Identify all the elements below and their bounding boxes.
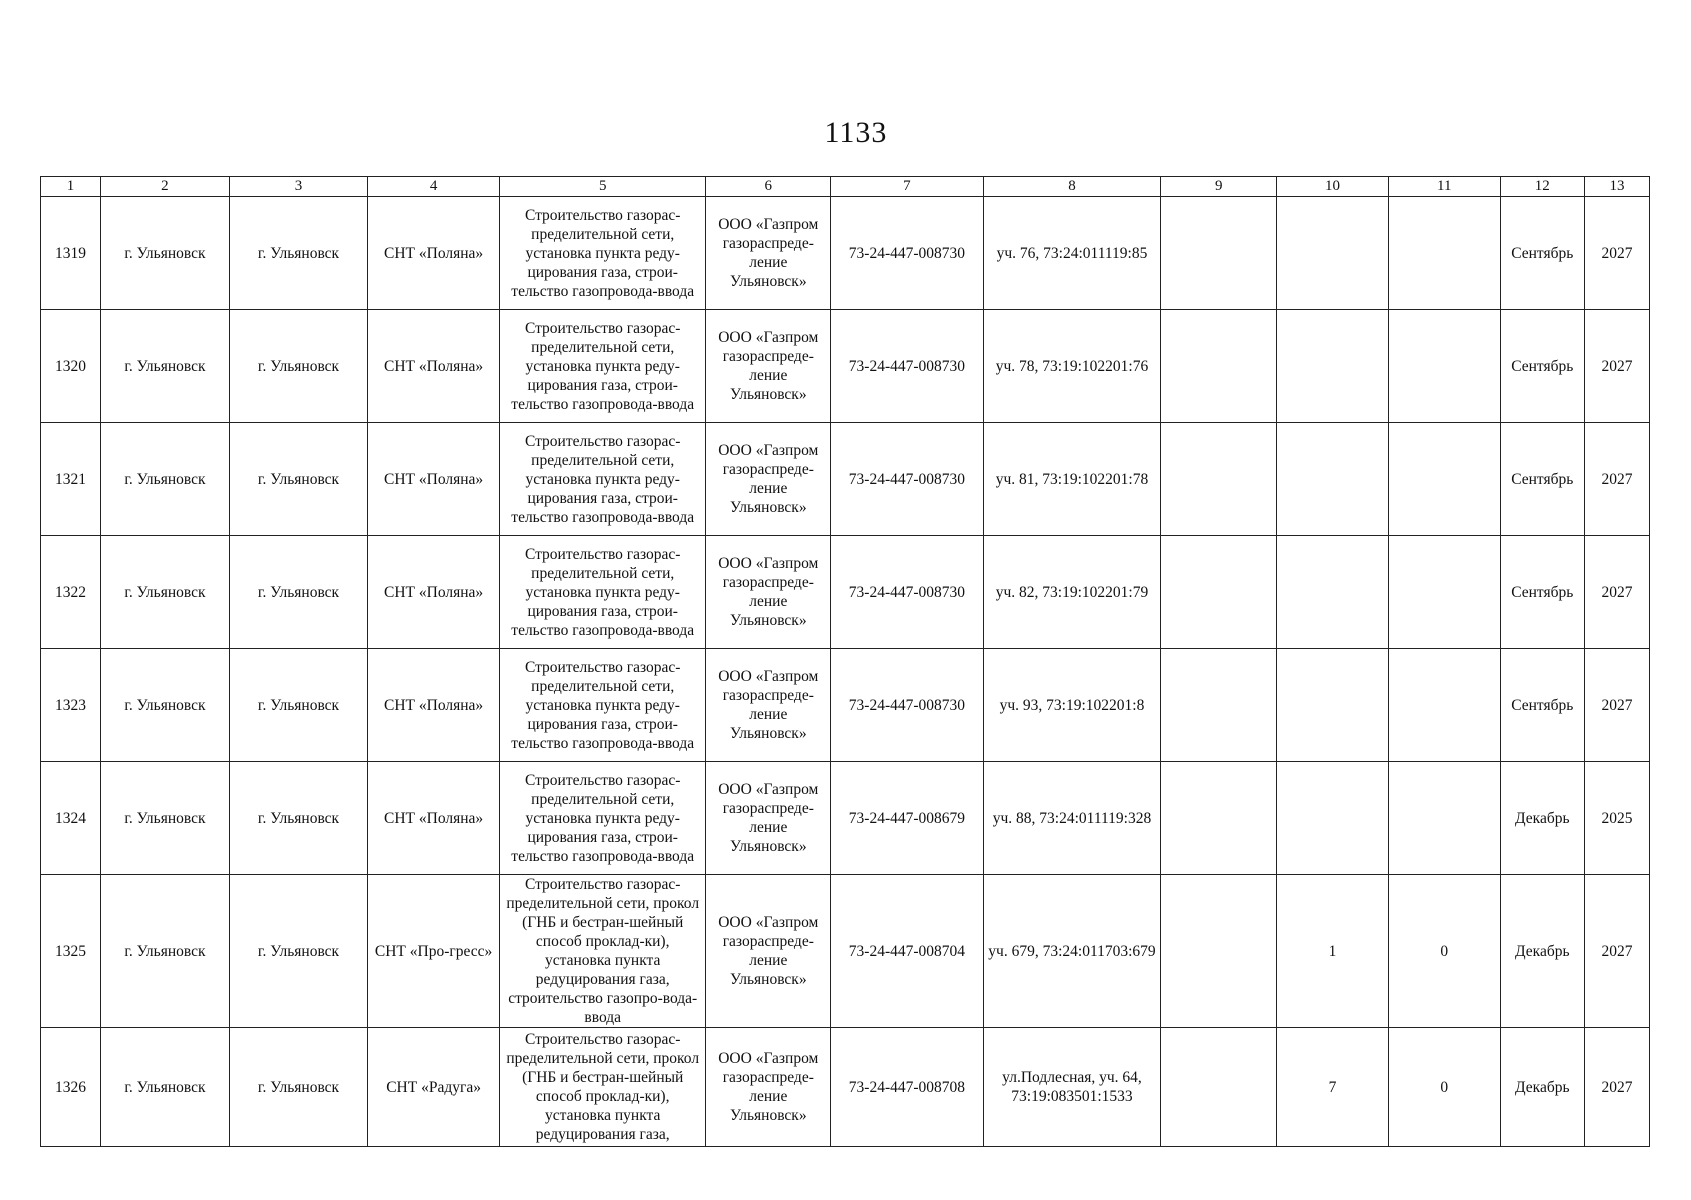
cell-col-9	[1161, 649, 1277, 762]
cell-month: Декабрь	[1500, 875, 1584, 1028]
cell-month: Сентябрь	[1500, 536, 1584, 649]
cell-col-10: 1	[1277, 875, 1389, 1028]
cell-plot-cadastral: уч. 81, 73:19:102201:78	[983, 423, 1161, 536]
cell-year: 2027	[1584, 423, 1649, 536]
cell-registry-number: 73-24-447-008730	[831, 310, 983, 423]
cell-snt-name: СНТ «Про-гресс»	[368, 875, 500, 1028]
data-table	[40, 176, 1650, 1147]
cell-row-number: 1320	[41, 310, 101, 423]
header-cell: 10	[1277, 177, 1389, 197]
cell-plot-cadastral: уч. 93, 73:19:102201:8	[983, 649, 1161, 762]
cell-col-11	[1388, 310, 1500, 423]
cell-plot-cadastral: ул.Подлесная, уч. 64, 73:19:083501:1533	[983, 1028, 1161, 1147]
cell-month: Сентябрь	[1500, 423, 1584, 536]
cell-year: 2027	[1584, 649, 1649, 762]
cell-organization: ООО «Газпром газораспреде-ление Ульяновск»	[706, 649, 831, 762]
cell-work-description: Строительство газорас-пределительной сети, установка пункта реду-цирования газа, строи-тельство газопровода-ввода	[500, 197, 706, 310]
cell-col-11	[1388, 197, 1500, 310]
cell-registry-number: 73-24-447-008704	[831, 875, 983, 1028]
header-cell: 13	[1584, 177, 1649, 197]
table-row	[41, 197, 1650, 310]
header-cell: 6	[706, 177, 831, 197]
header-cell: 5	[500, 177, 706, 197]
cell-organization: ООО «Газпром газораспреде-ление Ульяновск»	[706, 423, 831, 536]
cell-col-9	[1161, 310, 1277, 423]
cell-row-number: 1321	[41, 423, 101, 536]
cell-row-number: 1326	[41, 1028, 101, 1147]
cell-year: 2025	[1584, 762, 1649, 875]
cell-year: 2027	[1584, 1028, 1649, 1147]
cell-col-9	[1161, 875, 1277, 1028]
cell-col-11	[1388, 536, 1500, 649]
cell-col-9	[1161, 197, 1277, 310]
cell-col-9	[1161, 536, 1277, 649]
header-cell: 7	[831, 177, 983, 197]
cell-col-9	[1161, 1028, 1277, 1147]
cell-col-10	[1277, 536, 1389, 649]
cell-settlement: г. Ульяновск	[229, 1028, 367, 1147]
cell-row-number: 1325	[41, 875, 101, 1028]
cell-plot-cadastral: уч. 76, 73:24:011119:85	[983, 197, 1161, 310]
cell-plot-cadastral: уч. 78, 73:19:102201:76	[983, 310, 1161, 423]
cell-municipality: г. Ульяновск	[100, 762, 229, 875]
header-cell: 9	[1161, 177, 1277, 197]
cell-organization: ООО «Газпром газораспреде-ление Ульяновск»	[706, 310, 831, 423]
header-cell: 3	[229, 177, 367, 197]
cell-registry-number: 73-24-447-008679	[831, 762, 983, 875]
header-cell: 11	[1388, 177, 1500, 197]
cell-municipality: г. Ульяновск	[100, 310, 229, 423]
cell-work-description: Строительство газорас-пределительной сети, установка пункта реду-цирования газа, строи-тельство газопровода-ввода	[500, 762, 706, 875]
cell-work-description: Строительство газорас-пределительной сети, установка пункта реду-цирования газа, строи-тельство газопровода-ввода	[500, 649, 706, 762]
header-cell: 12	[1500, 177, 1584, 197]
cell-col-11	[1388, 649, 1500, 762]
cell-registry-number: 73-24-447-008730	[831, 649, 983, 762]
cell-snt-name: СНТ «Поляна»	[368, 310, 500, 423]
cell-work-description: Строительство газорас-пределительной сети, прокол (ГНБ и бестран-шейный способ проклад-ки), установка пункта редуцирования газа,	[500, 1028, 706, 1147]
cell-municipality: г. Ульяновск	[100, 649, 229, 762]
cell-col-11: 0	[1388, 875, 1500, 1028]
cell-month: Сентябрь	[1500, 197, 1584, 310]
table-header-row	[41, 177, 1650, 197]
cell-row-number: 1322	[41, 536, 101, 649]
cell-settlement: г. Ульяновск	[229, 762, 367, 875]
cell-work-description: Строительство газорас-пределительной сети, установка пункта реду-цирования газа, строи-тельство газопровода-ввода	[500, 536, 706, 649]
cell-snt-name: СНТ «Поляна»	[368, 536, 500, 649]
cell-year: 2027	[1584, 536, 1649, 649]
cell-municipality: г. Ульяновск	[100, 875, 229, 1028]
cell-work-description: Строительство газорас-пределительной сети, прокол (ГНБ и бестран-шейный способ проклад-ки), установка пункта редуцирования газа, строительство газопро-вода-ввода	[500, 875, 706, 1028]
cell-registry-number: 73-24-447-008730	[831, 536, 983, 649]
cell-col-9	[1161, 423, 1277, 536]
cell-municipality: г. Ульяновск	[100, 1028, 229, 1147]
cell-municipality: г. Ульяновск	[100, 423, 229, 536]
cell-settlement: г. Ульяновск	[229, 197, 367, 310]
cell-month: Сентябрь	[1500, 310, 1584, 423]
cell-plot-cadastral: уч. 82, 73:19:102201:79	[983, 536, 1161, 649]
cell-plot-cadastral: уч. 88, 73:24:011119:328	[983, 762, 1161, 875]
cell-col-10: 7	[1277, 1028, 1389, 1147]
cell-settlement: г. Ульяновск	[229, 423, 367, 536]
cell-work-description: Строительство газорас-пределительной сети, установка пункта реду-цирования газа, строи-тельство газопровода-ввода	[500, 310, 706, 423]
table-row	[41, 536, 1650, 649]
cell-registry-number: 73-24-447-008730	[831, 423, 983, 536]
cell-snt-name: СНТ «Радуга»	[368, 1028, 500, 1147]
cell-col-10	[1277, 197, 1389, 310]
cell-col-10	[1277, 649, 1389, 762]
header-cell: 1	[41, 177, 101, 197]
cell-organization: ООО «Газпром газораспреде-ление Ульяновск»	[706, 197, 831, 310]
cell-col-10	[1277, 762, 1389, 875]
cell-snt-name: СНТ «Поляна»	[368, 649, 500, 762]
cell-plot-cadastral: уч. 679, 73:24:011703:679	[983, 875, 1161, 1028]
cell-row-number: 1319	[41, 197, 101, 310]
cell-row-number: 1323	[41, 649, 101, 762]
header-cell: 2	[100, 177, 229, 197]
cell-col-9	[1161, 762, 1277, 875]
cell-municipality: г. Ульяновск	[100, 197, 229, 310]
cell-month: Декабрь	[1500, 1028, 1584, 1147]
cell-registry-number: 73-24-447-008708	[831, 1028, 983, 1147]
cell-settlement: г. Ульяновск	[229, 649, 367, 762]
cell-month: Декабрь	[1500, 762, 1584, 875]
page-number: 1133	[824, 116, 888, 149]
cell-year: 2027	[1584, 875, 1649, 1028]
cell-work-description: Строительство газорас-пределительной сети, установка пункта реду-цирования газа, строи-тельство газопровода-ввода	[500, 423, 706, 536]
cell-row-number: 1324	[41, 762, 101, 875]
table-row	[41, 875, 1650, 1028]
cell-snt-name: СНТ «Поляна»	[368, 762, 500, 875]
cell-municipality: г. Ульяновск	[100, 536, 229, 649]
header-cell: 8	[983, 177, 1161, 197]
cell-settlement: г. Ульяновск	[229, 536, 367, 649]
cell-col-10	[1277, 310, 1389, 423]
cell-col-10	[1277, 423, 1389, 536]
cell-year: 2027	[1584, 197, 1649, 310]
cell-col-11	[1388, 762, 1500, 875]
table-row	[41, 1028, 1650, 1147]
table-row	[41, 423, 1650, 536]
cell-organization: ООО «Газпром газораспреде-ление Ульяновск»	[706, 536, 831, 649]
table-body	[41, 197, 1650, 1147]
cell-organization: ООО «Газпром газораспреде-ление Ульяновск»	[706, 1028, 831, 1147]
header-cell: 4	[368, 177, 500, 197]
cell-organization: ООО «Газпром газораспреде-ление Ульяновск»	[706, 762, 831, 875]
table-row	[41, 762, 1650, 875]
cell-col-11: 0	[1388, 1028, 1500, 1147]
table-row	[41, 649, 1650, 762]
cell-snt-name: СНТ «Поляна»	[368, 197, 500, 310]
cell-year: 2027	[1584, 310, 1649, 423]
cell-col-11	[1388, 423, 1500, 536]
cell-organization: ООО «Газпром газораспреде-ление Ульяновск»	[706, 875, 831, 1028]
cell-snt-name: СНТ «Поляна»	[368, 423, 500, 536]
cell-registry-number: 73-24-447-008730	[831, 197, 983, 310]
cell-settlement: г. Ульяновск	[229, 875, 367, 1028]
cell-month: Сентябрь	[1500, 649, 1584, 762]
cell-settlement: г. Ульяновск	[229, 310, 367, 423]
table-row	[41, 310, 1650, 423]
